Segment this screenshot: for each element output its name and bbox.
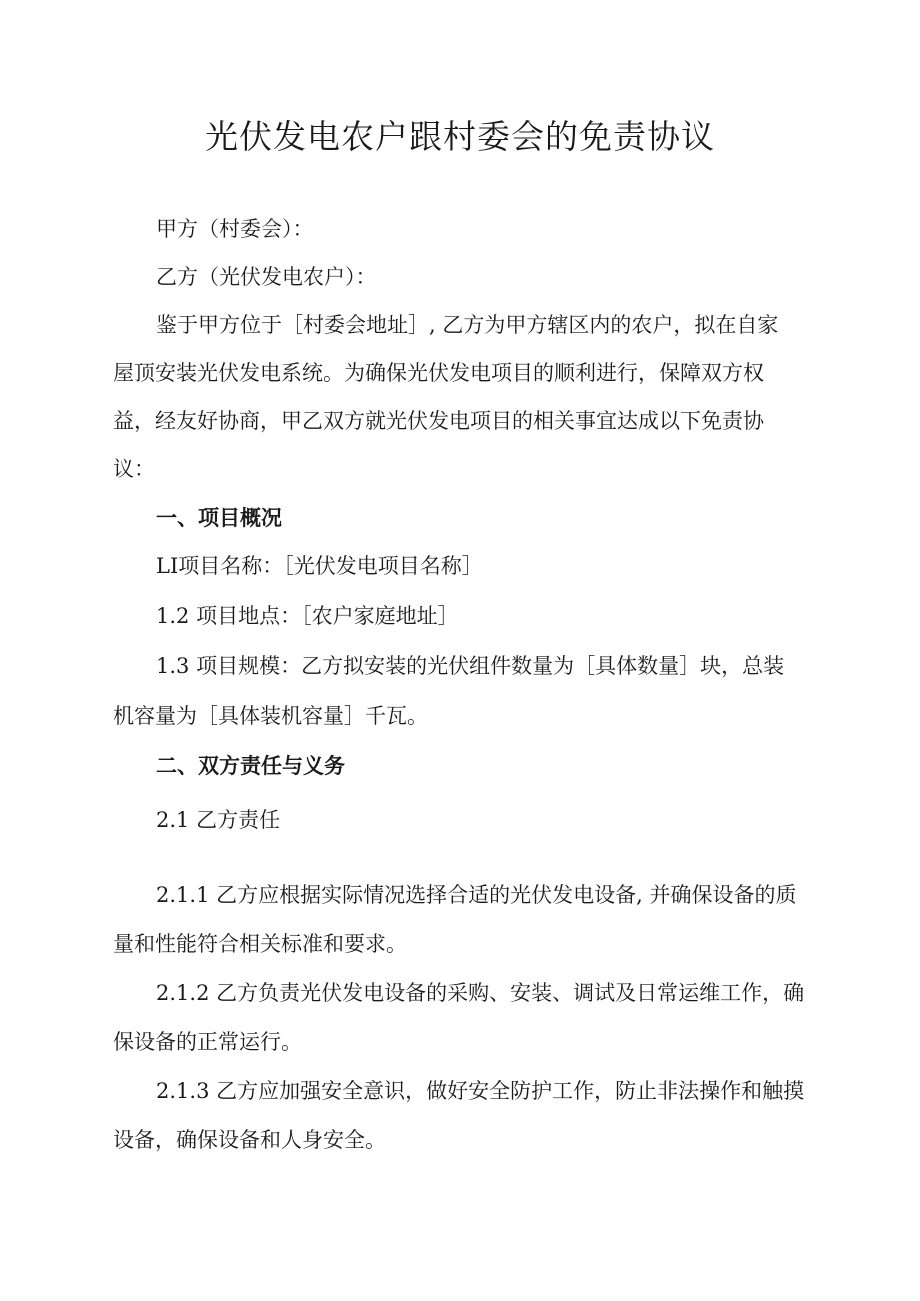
subsection-2-1: 2.1 乙方责任 <box>156 808 281 832</box>
section-1-heading: 一、项目概况 <box>156 505 282 530</box>
intro-line-1: 鉴于甲方位于［村委会地址］, 乙方为甲方辖区内的农户，拟在自家 <box>156 313 779 337</box>
item-1-3-line-1: 1.3 项目规模：乙方拟安装的光伏组件数量为［具体数量］块，总装 <box>156 654 785 678</box>
party-a: 甲方（村委会）： <box>156 217 314 241</box>
intro-line-2: 屋顶安装光伏发电系统。为确保光伏发电项目的顺利进行，保障双方权 <box>113 361 764 385</box>
party-b: 乙方（光伏发电农户）： <box>156 265 377 289</box>
clause-2-1-3-line-1: 2.1.3 乙方应加强安全意识，做好安全防护工作，防止非法操作和触摸 <box>156 1079 805 1103</box>
document-title: 光伏发电农户跟村委会的免责协议 <box>205 117 715 156</box>
item-1-2: 1.2 项目地点：［农户家庭地址］ <box>156 604 459 628</box>
clause-2-1-3-line-2: 设备，确保设备和人身安全。 <box>113 1128 386 1152</box>
intro-line-3: 益，经友好协商，甲乙双方就光伏发电项目的相关事宜达成以下免责协 <box>113 409 764 433</box>
clause-2-1-2-line-2: 保设备的正常运行。 <box>113 1030 302 1054</box>
item-1-3-line-2: 机容量为［具体装机容量］千瓦。 <box>113 704 428 728</box>
item-1-1: LI项目名称：［光伏发电项目名称］ <box>156 554 483 578</box>
intro-line-4: 议： <box>113 457 155 481</box>
clause-2-1-1-line-1: 2.1.1 乙方应根据实际情况选择合适的光伏发电设备, 并确保设备的质 <box>156 883 797 907</box>
section-2-heading: 二、双方责任与义务 <box>156 753 345 778</box>
clause-2-1-2-line-1: 2.1.2 乙方负责光伏发电设备的采购、安装、调试及日常运维工作，确 <box>156 981 805 1005</box>
clause-2-1-1-line-2: 量和性能符合相关标准和要求。 <box>113 932 407 956</box>
